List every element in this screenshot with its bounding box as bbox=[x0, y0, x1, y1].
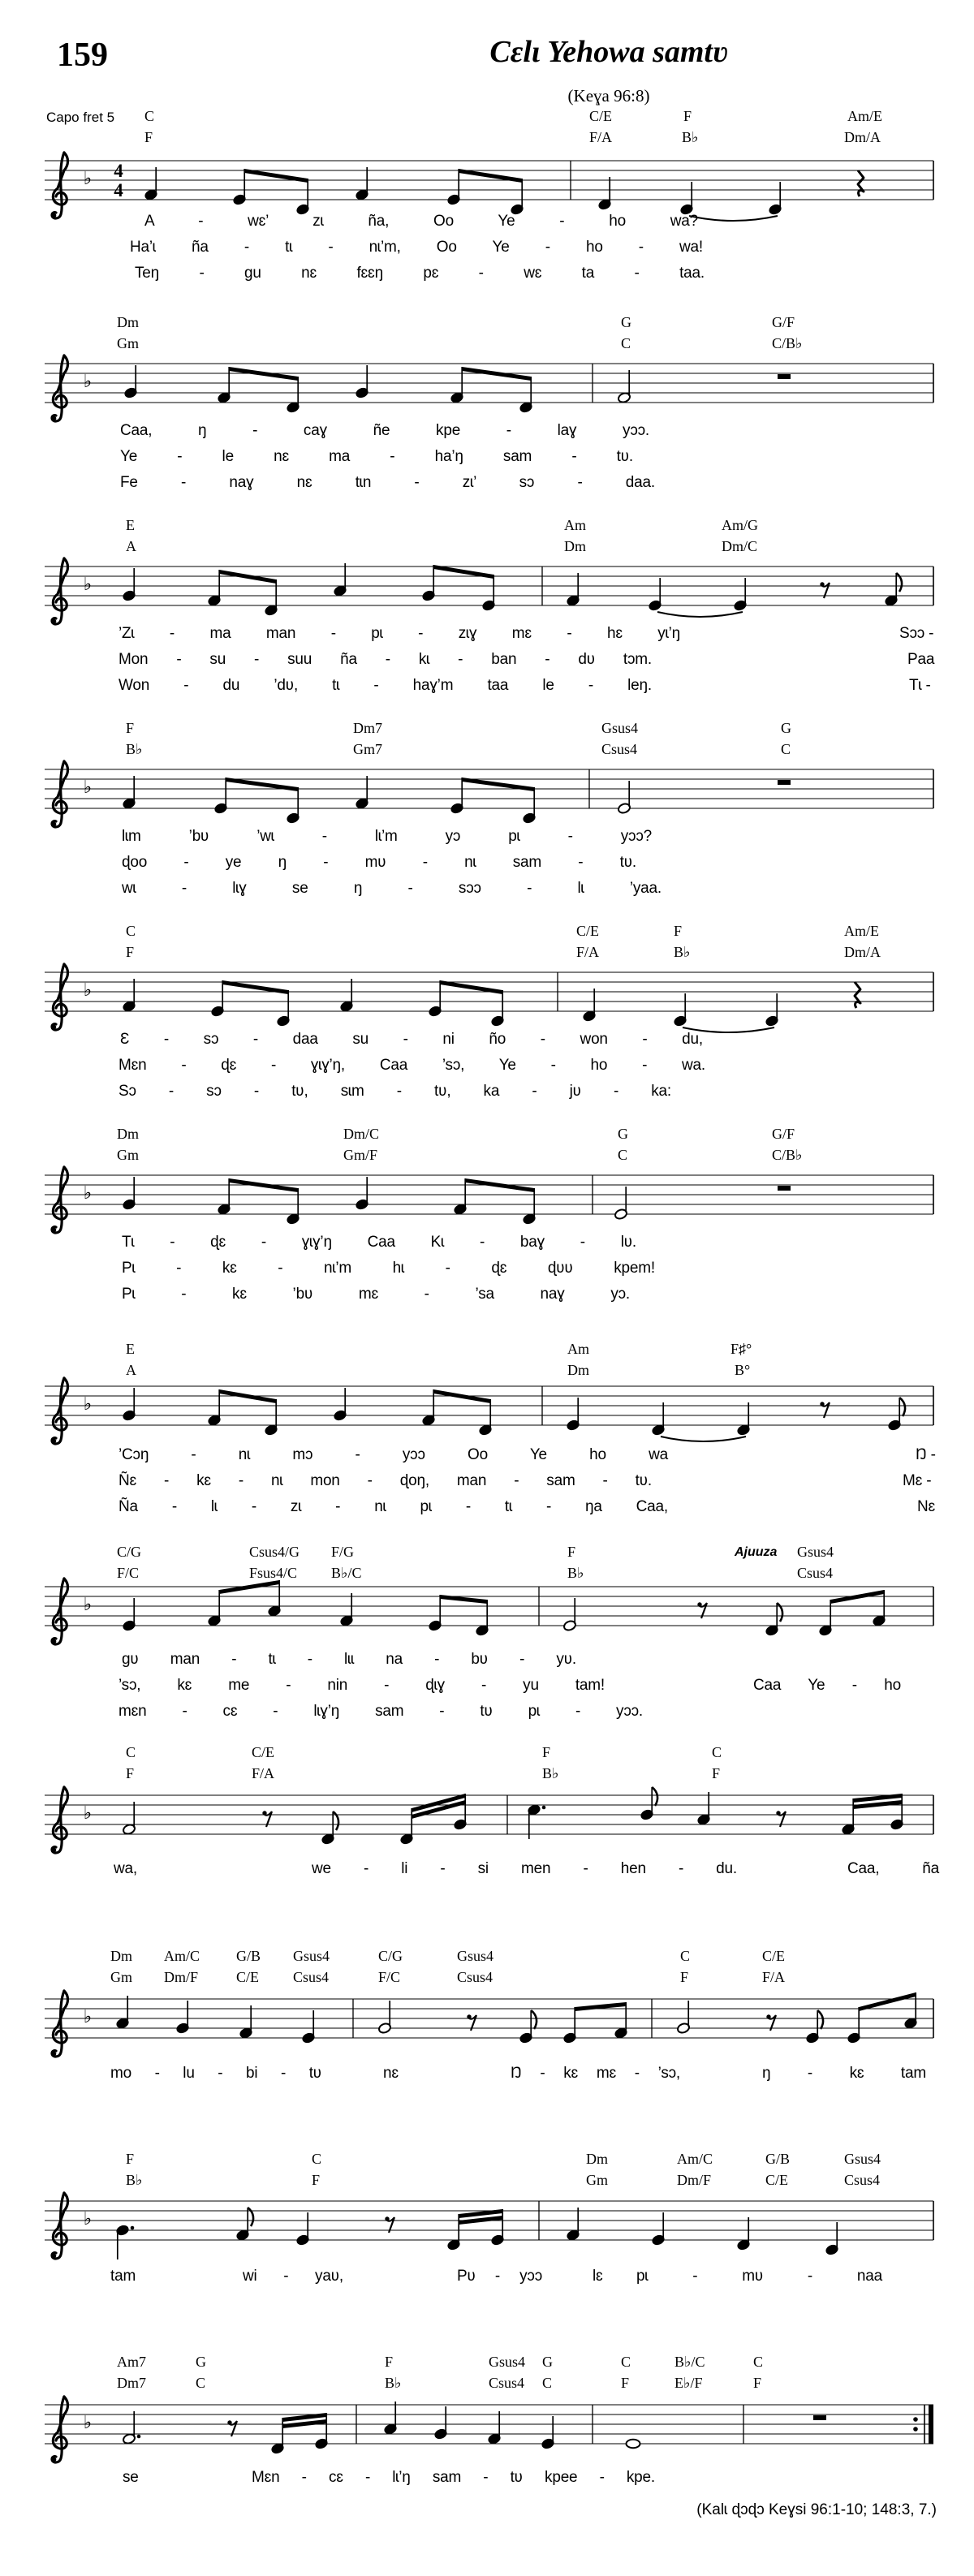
beam bbox=[575, 2002, 626, 2011]
chord-label: G/B bbox=[765, 2151, 791, 2167]
chord-label: C bbox=[621, 335, 631, 351]
chord-label: B♭ bbox=[567, 1565, 584, 1581]
chord-label: B♭/C bbox=[674, 2354, 705, 2370]
chord-label: C bbox=[144, 108, 155, 124]
chord-label: Dm/F bbox=[677, 2172, 712, 2188]
chord-label: C bbox=[753, 2354, 764, 2370]
chord-label: Dm7 bbox=[353, 720, 382, 736]
lyric-text: Nɛ bbox=[917, 1498, 936, 1515]
chord-label: C/B♭ bbox=[772, 1147, 803, 1163]
lyric-text: Tɩ - ɖɛ - ɣɩɣ’ŋ Caa Kɩ - baɣ - lʋ. bbox=[122, 1234, 636, 1251]
treble-clef-icon bbox=[52, 1579, 68, 1644]
lyric-text: Ɛ - sɔ - daa su - ni ño - won - du, bbox=[120, 1031, 703, 1048]
repeat-dot bbox=[913, 2427, 918, 2432]
eighth-flag bbox=[899, 1398, 905, 1416]
half-rest bbox=[813, 2415, 826, 2420]
chord-label: C/B♭ bbox=[772, 335, 803, 351]
eighth-flag bbox=[652, 1787, 657, 1806]
lyric-text: Mɛ - bbox=[903, 1472, 932, 1489]
treble-clef-icon bbox=[52, 761, 68, 827]
chord-label: E bbox=[126, 517, 135, 533]
half-rest bbox=[778, 780, 791, 785]
chord-label: Am/G bbox=[722, 517, 758, 533]
flat-key-signature: ♭ bbox=[83, 575, 93, 595]
chord-label: F/A bbox=[589, 129, 613, 145]
treble-clef-icon bbox=[52, 2193, 68, 2259]
chord-label: C bbox=[126, 923, 136, 939]
treble-clef-icon bbox=[52, 1378, 68, 1444]
chord-label: Dm/C bbox=[722, 538, 758, 554]
chord-label: Am bbox=[564, 517, 586, 533]
chord-label: G/B bbox=[236, 1948, 261, 1964]
lyric-text: Pʋ - yɔɔ bbox=[457, 2268, 542, 2285]
chord-label: Fsus4/C bbox=[249, 1565, 298, 1581]
lyric-text: tam bbox=[110, 2268, 136, 2285]
half-rest bbox=[778, 374, 791, 379]
chord-label: F bbox=[126, 2151, 135, 2167]
lyric-text: lɩm ’bʋ ’wɩ - lɩ’m yɔ pɩ - yɔɔ? bbox=[122, 828, 652, 845]
lyric-text: ɖoo - ye ŋ - mʋ - nɩ sam - tʋ. bbox=[122, 854, 636, 871]
lyric-text: Caa, ña bbox=[847, 1860, 939, 1877]
time-signature: 4 bbox=[114, 180, 123, 200]
chord-label: F/C bbox=[117, 1565, 140, 1581]
chord-label: Gsus4 bbox=[797, 1544, 834, 1560]
lyric-text: we - li - si men - hen - du. bbox=[312, 1860, 737, 1877]
chord-label: F bbox=[621, 2375, 630, 2391]
lyric-text: A - wɛ’ zɩ ña, Oo Ye - ho wa? bbox=[144, 213, 698, 230]
chord-label: F bbox=[126, 720, 135, 736]
chord-label: Am/E bbox=[847, 108, 882, 124]
lyric-text: ŋ - kɛ tam bbox=[762, 2065, 926, 2082]
lyric-text: mɛn - cɛ - lɩɣ’ŋ sam - tʋ pɩ - yɔɔ. bbox=[119, 1703, 643, 1720]
lyric-text: Paa bbox=[907, 651, 935, 668]
chord-label: F bbox=[144, 129, 153, 145]
eighth-flag bbox=[531, 2010, 537, 2029]
lyric-text: Fe - naɣ nɛ tɩn - zɩ’ sɔ - daa. bbox=[120, 474, 655, 491]
treble-clef-icon bbox=[52, 1991, 68, 2057]
lyric-text: Ñɛ - kɛ - nɩ mon - ɖoŋ, man - sam - tʋ. bbox=[119, 1472, 652, 1489]
scripture-reference: (Keɣa 96:8) bbox=[567, 86, 650, 106]
lyric-text: Sɔɔ - bbox=[899, 625, 934, 642]
chord-label: C bbox=[618, 1147, 628, 1163]
chord-label: C bbox=[712, 1744, 722, 1760]
augmentation-dot bbox=[542, 1806, 546, 1810]
treble-clef-icon bbox=[52, 964, 68, 1030]
chord-label: F bbox=[385, 2354, 394, 2370]
chord-label: Am/C bbox=[164, 1948, 200, 1964]
chord-label: B° bbox=[735, 1362, 751, 1378]
lyric-text: mo - lu - bi - tʋ bbox=[110, 2065, 321, 2082]
lyric-text: Mɛn - ɖɛ - ɣɩɣ’ŋ, Caa ’sɔ, Ye - ho - wa. bbox=[119, 1057, 705, 1074]
flat-key-signature: ♭ bbox=[83, 2413, 93, 2433]
chord-label: Csus4 bbox=[601, 741, 638, 757]
chord-label: F bbox=[674, 923, 683, 939]
lyric-text: Won - du ’dʋ, tɩ - haɣ’m taa le - leŋ. bbox=[119, 677, 652, 694]
chord-label: Dm bbox=[110, 1948, 132, 1964]
capo-indication: Capo fret 5 bbox=[46, 110, 115, 125]
lyric-text: Ye - le nɛ ma - ha’ŋ sam - tʋ. bbox=[120, 448, 633, 465]
chord-label: F bbox=[567, 1544, 576, 1560]
chord-label: Am bbox=[567, 1341, 589, 1357]
chord-label: C bbox=[312, 2151, 322, 2167]
chord-label: Gsus4 bbox=[489, 2354, 526, 2370]
chord-label: Dm/F bbox=[164, 1969, 199, 1985]
lyric-text: Caa Ye - ho bbox=[753, 1677, 901, 1694]
song-number: 159 bbox=[57, 37, 108, 74]
lyric-text: Ŋ - kɛ mɛ - ’sɔ, bbox=[511, 2065, 680, 2082]
flat-key-signature: ♭ bbox=[83, 372, 93, 392]
chord-label: C/E bbox=[252, 1744, 275, 1760]
quarter-rest bbox=[858, 170, 864, 196]
lyric-text: Mon - su - suu ña - kɩ - ban - dʋ tɔm. bbox=[119, 651, 652, 668]
chord-label: F bbox=[126, 944, 135, 960]
chord-label: G bbox=[781, 720, 791, 736]
chord-label: B♭ bbox=[682, 129, 699, 145]
chord-label: Gm7 bbox=[353, 741, 382, 757]
chord-label: Csus4 bbox=[457, 1969, 493, 1985]
chord-label: F/C bbox=[378, 1969, 401, 1985]
tie bbox=[661, 1437, 746, 1441]
lyric-text: Teŋ - gu nɛ fɛɛŋ pɛ - wɛ ta - taa. bbox=[135, 265, 705, 282]
chord-label: C/E bbox=[576, 923, 600, 939]
chord-label: G bbox=[542, 2354, 553, 2370]
flat-key-signature: ♭ bbox=[83, 1595, 93, 1615]
chord-label: Gsus4 bbox=[844, 2151, 881, 2167]
lyric-text: ’Zɩ - ma man - pɩ - zɩɣ mɛ - hɛ yɩ’ŋ bbox=[119, 625, 680, 642]
lyric-text: ’Cɔŋ - nɩ mɔ - yɔɔ Oo Ye ho wa bbox=[119, 1446, 668, 1463]
chord-label: Csus4/G bbox=[249, 1544, 300, 1560]
chord-label: C bbox=[126, 1744, 136, 1760]
chord-label: C/G bbox=[378, 1948, 403, 1964]
chord-label: C/E bbox=[236, 1969, 260, 1985]
lyric-text: Ha’ɩ ña - tɩ - nɩ’m, Oo Ye - ho - wa! bbox=[130, 239, 703, 256]
lyric-text: Ña - lɩ - zɩ - nɩ pɩ - tɩ - ŋa Caa, bbox=[119, 1498, 668, 1515]
chord-label: Am7 bbox=[117, 2354, 146, 2370]
chord-label: G/F bbox=[772, 1126, 795, 1142]
lyric-text: wɩ - lɩɣ se ŋ - sɔɔ - lɩ ’yaa. bbox=[122, 880, 662, 897]
chord-label: Csus4 bbox=[797, 1565, 834, 1581]
chord-label: Dm bbox=[117, 1126, 139, 1142]
chord-label: Dm/A bbox=[844, 944, 881, 960]
quarter-rest bbox=[855, 982, 860, 1008]
lyric-text: Tɩ - bbox=[909, 677, 931, 694]
chord-label: C/E bbox=[762, 1948, 786, 1964]
chord-label: Gm bbox=[117, 1147, 139, 1163]
lyric-text: Pɩ - kɛ - nɩ’m hɩ - ɖɛ ɖʋʋ kpem! bbox=[122, 1260, 655, 1277]
lyric-text: lɛ bbox=[593, 2268, 603, 2285]
chord-label: E bbox=[126, 1341, 135, 1357]
chord-label: Dm7 bbox=[117, 2375, 146, 2391]
section-label: Ajuuza bbox=[735, 1545, 778, 1559]
chord-label: G bbox=[196, 2354, 206, 2370]
chord-label: C bbox=[196, 2375, 206, 2391]
chord-label: G/F bbox=[772, 314, 795, 330]
chord-label: F bbox=[542, 1744, 551, 1760]
flat-key-signature: ♭ bbox=[83, 2209, 93, 2229]
lyric-text: gʋ man - tɩ - lɩɩ na - bʋ - yʋ. bbox=[122, 1651, 576, 1668]
chord-label: B♭ bbox=[674, 944, 691, 960]
chord-label: F bbox=[712, 1765, 721, 1781]
eighth-flag bbox=[817, 2010, 823, 2029]
chord-label: Am/C bbox=[677, 2151, 713, 2167]
eighth-flag bbox=[333, 1811, 338, 1830]
lyric-text: pɩ - mʋ - naa bbox=[636, 2268, 882, 2285]
flat-key-signature: ♭ bbox=[83, 1183, 93, 1204]
flat-key-signature: ♭ bbox=[83, 778, 93, 798]
chord-label: B♭/C bbox=[331, 1565, 362, 1581]
flat-key-signature: ♭ bbox=[83, 2007, 93, 2027]
eighth-flag bbox=[777, 1603, 782, 1622]
chord-label: F/A bbox=[576, 944, 600, 960]
lyric-text: Caa, ŋ - caɣ ñe kpe - laɣ yɔɔ. bbox=[120, 422, 649, 439]
augmentation-dot bbox=[131, 2226, 135, 2230]
lyric-text: wa, bbox=[114, 1860, 137, 1877]
lyric-text: wi - yaʋ, bbox=[243, 2268, 343, 2285]
chord-label: F bbox=[312, 2172, 321, 2188]
repeat-dot bbox=[913, 2417, 918, 2422]
chord-label: Csus4 bbox=[293, 1969, 330, 1985]
chord-label: Dm bbox=[564, 538, 586, 554]
lyric-text: Sɔ - sɔ - tʋ, sɩm - tʋ, ka - jʋ - ka: bbox=[119, 1083, 671, 1100]
chord-label: E♭/F bbox=[674, 2375, 703, 2391]
flat-key-signature: ♭ bbox=[83, 1394, 93, 1415]
chord-label: Gsus4 bbox=[457, 1948, 494, 1964]
chord-label: Gm bbox=[110, 1969, 132, 1985]
chord-label: F♯° bbox=[730, 1341, 752, 1357]
chord-label: Gm bbox=[586, 2172, 608, 2188]
chord-label: C bbox=[542, 2375, 553, 2391]
flat-key-signature: ♭ bbox=[83, 169, 93, 189]
chord-label: F bbox=[680, 1969, 689, 1985]
chord-label: B♭ bbox=[542, 1765, 559, 1781]
chord-label: A bbox=[126, 1362, 136, 1378]
chord-label: F/A bbox=[762, 1969, 786, 1985]
eighth-flag bbox=[248, 2208, 253, 2226]
chord-label: B♭ bbox=[126, 741, 143, 757]
treble-clef-icon bbox=[52, 1787, 68, 1853]
chord-label: Gsus4 bbox=[601, 720, 639, 736]
lyric-text: nɛ bbox=[383, 2065, 399, 2082]
chord-label: Dm/A bbox=[844, 129, 881, 145]
chord-label: Dm bbox=[567, 1362, 589, 1378]
treble-clef-icon bbox=[52, 1167, 68, 1233]
chord-label: Am/E bbox=[844, 923, 879, 939]
time-signature: 4 bbox=[114, 161, 123, 181]
chord-label: C bbox=[680, 1948, 691, 1964]
treble-clef-icon bbox=[52, 558, 68, 624]
chord-label: Csus4 bbox=[489, 2375, 525, 2391]
final-barline bbox=[929, 2405, 933, 2444]
treble-clef-icon bbox=[52, 153, 68, 218]
augmentation-dot bbox=[137, 2435, 141, 2439]
chord-label: F/G bbox=[331, 1544, 355, 1560]
lyric-text: Mɛn - cɛ - lɩ’ŋ sam - tʋ kpee - kpe. bbox=[252, 2469, 655, 2486]
chord-label: C/E bbox=[589, 108, 613, 124]
chord-label: C bbox=[621, 2354, 631, 2370]
chord-label: C/E bbox=[765, 2172, 789, 2188]
chord-label: Dm bbox=[117, 314, 139, 330]
chord-label: F bbox=[126, 1765, 135, 1781]
lyric-text: Pɩ - kɛ ’bʋ mɛ - ’sa naɣ yɔ. bbox=[122, 1286, 630, 1303]
chord-label: G bbox=[621, 314, 631, 330]
flat-key-signature: ♭ bbox=[83, 980, 93, 1001]
chord-label: F bbox=[683, 108, 692, 124]
lyric-text: Ŋ - bbox=[916, 1446, 936, 1463]
note-head bbox=[627, 2440, 640, 2448]
chord-label: G bbox=[618, 1126, 628, 1142]
chord-label: Gm/F bbox=[343, 1147, 378, 1163]
half-rest bbox=[778, 1186, 791, 1191]
chord-label: F bbox=[753, 2375, 762, 2391]
lyric-text: se bbox=[123, 2469, 139, 2486]
footer-reference: (Kalɩ ɖɔɖɔ Keɣsi 96:1-10; 148:3, 7.) bbox=[696, 2501, 937, 2518]
chord-label: A bbox=[126, 538, 136, 554]
song-title: Cɛlɩ Yehowa samtʋ bbox=[489, 35, 728, 69]
chord-label: Dm bbox=[586, 2151, 608, 2167]
tie bbox=[689, 216, 778, 221]
chord-label: F/A bbox=[252, 1765, 275, 1781]
chord-label: C bbox=[781, 741, 791, 757]
chord-label: Gsus4 bbox=[293, 1948, 330, 1964]
flat-key-signature: ♭ bbox=[83, 1803, 93, 1824]
tie bbox=[657, 612, 743, 617]
chord-label: Dm/C bbox=[343, 1126, 380, 1142]
lyric-text: ’sɔ, kɛ me - nin - ɖɩɣ - yu tam! bbox=[119, 1677, 605, 1694]
chord-label: B♭ bbox=[126, 2172, 143, 2188]
treble-clef-icon bbox=[52, 355, 68, 421]
chord-label: Gm bbox=[117, 335, 139, 351]
chord-label: C/G bbox=[117, 1544, 142, 1560]
treble-clef-icon bbox=[52, 2397, 68, 2462]
chord-label: B♭ bbox=[385, 2375, 402, 2391]
chord-label: Csus4 bbox=[844, 2172, 881, 2188]
